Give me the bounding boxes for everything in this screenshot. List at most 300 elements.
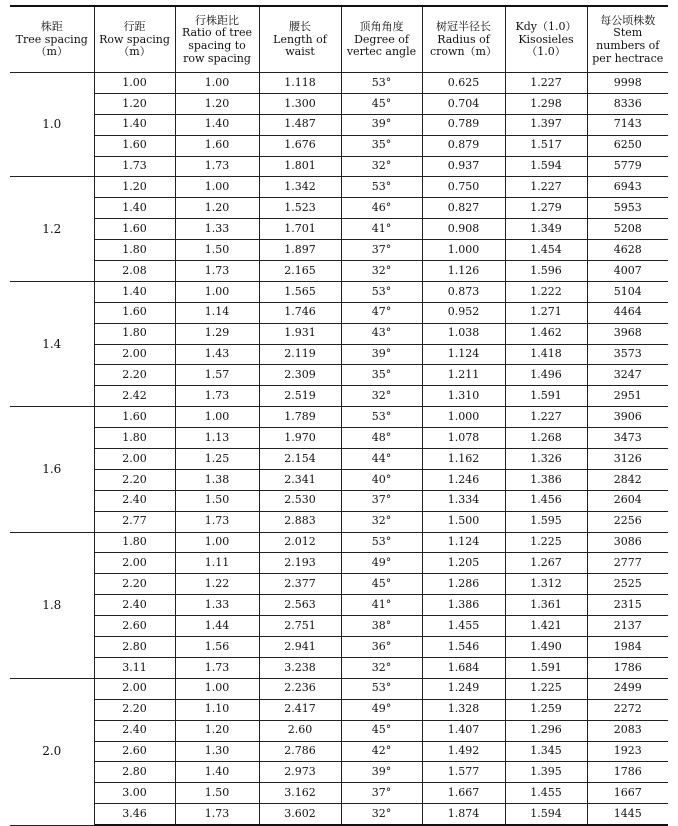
crown-radius-cell: 1.078 [422, 428, 505, 449]
ratio-cell: 1.13 [175, 428, 259, 449]
header-line: Ratio of tree [181, 26, 253, 40]
ratio-cell: 1.73 [175, 804, 259, 825]
row-spacing-cell: 1.20 [94, 177, 175, 198]
kdy-cell: 1.386 [505, 469, 587, 490]
waist-length-cell: 1.897 [259, 240, 341, 261]
ratio-cell: 1.73 [175, 511, 259, 532]
stem-numbers-cell: 4464 [587, 302, 668, 323]
row-spacing-cell: 2.20 [94, 365, 175, 386]
table-row [10, 657, 668, 678]
waist-length-cell: 2.973 [259, 762, 341, 783]
ratio-cell: 1.57 [175, 365, 259, 386]
table-row [10, 637, 668, 658]
crown-radius-cell: 0.879 [422, 135, 505, 156]
crown-radius-cell: 0.908 [422, 219, 505, 240]
vertex-angle-cell: 48° [341, 428, 422, 449]
row-spacing-cell: 3.11 [94, 657, 175, 678]
stem-numbers-cell: 2256 [587, 511, 668, 532]
ratio-cell: 1.30 [175, 741, 259, 762]
vertex-angle-cell: 42° [341, 741, 422, 762]
waist-length-cell: 2.193 [259, 553, 341, 574]
vertex-angle-cell: 47° [341, 302, 422, 323]
vertex-angle-cell: 53° [341, 532, 422, 553]
kdy-cell: 1.594 [505, 156, 587, 177]
ratio-cell: 1.73 [175, 156, 259, 177]
row-spacing-cell: 1.60 [94, 219, 175, 240]
stem-numbers-cell: 1786 [587, 762, 668, 783]
waist-length-header [259, 6, 341, 73]
ratio-cell: 1.33 [175, 219, 259, 240]
row-spacing-cell: 2.80 [94, 762, 175, 783]
crown-radius-cell: 1.492 [422, 741, 505, 762]
header-line: numbers of [596, 39, 660, 52]
table-row [10, 490, 668, 511]
kdy-cell: 1.298 [505, 93, 587, 114]
crown-radius-header [422, 6, 505, 73]
stem-numbers-cell: 3968 [587, 323, 668, 344]
vertex-angle-cell: 36° [341, 637, 422, 658]
table-row [10, 553, 668, 574]
ratio-cell: 1.29 [175, 323, 259, 344]
kdy-cell: 1.296 [505, 720, 587, 741]
crown-radius-cell: 1.246 [422, 469, 505, 490]
row-spacing-cell: 2.20 [94, 574, 175, 595]
crown-radius-cell: 1.334 [422, 490, 505, 511]
vertex-angle-cell: 46° [341, 198, 422, 219]
row-spacing-cell: 1.80 [94, 323, 175, 344]
tree-spacing-cell: 1.8 [10, 532, 94, 678]
table-row [10, 804, 668, 825]
waist-length-cell: 2.417 [259, 699, 341, 720]
vertex-angle-cell: 32° [341, 657, 422, 678]
tree-spacing-cell: 1.0 [10, 73, 94, 177]
crown-radius-cell: 1.328 [422, 699, 505, 720]
crown-radius-cell: 1.667 [422, 783, 505, 804]
vertex-angle-cell: 32° [341, 261, 422, 282]
kdy-cell: 1.591 [505, 386, 587, 407]
header-line: （m） [118, 45, 151, 59]
crown-radius-cell: 1.407 [422, 720, 505, 741]
header-line: spacing to [188, 39, 246, 52]
stem-numbers-cell: 5953 [587, 198, 668, 219]
crown-radius-cell: 0.873 [422, 281, 505, 302]
vertex-angle-cell: 32° [341, 511, 422, 532]
vertex-angle-cell: 32° [341, 804, 422, 825]
stem-numbers-cell: 1445 [587, 804, 668, 825]
stem-numbers-cell: 2499 [587, 678, 668, 699]
row-spacing-cell: 2.60 [94, 741, 175, 762]
row-spacing-cell: 1.80 [94, 532, 175, 553]
header-line: vertec angle [346, 45, 417, 59]
table-row [10, 762, 668, 783]
stem-numbers-cell: 2272 [587, 699, 668, 720]
crown-radius-cell: 1.577 [422, 762, 505, 783]
kdy-cell: 1.225 [505, 678, 587, 699]
crown-radius-cell: 0.750 [422, 177, 505, 198]
crown-radius-cell: 0.789 [422, 114, 505, 135]
crown-radius-cell: 1.000 [422, 240, 505, 261]
vertex-angle-cell: 49° [341, 553, 422, 574]
kdy-cell: 1.594 [505, 804, 587, 825]
row-spacing-cell: 2.77 [94, 511, 175, 532]
stem-numbers-cell: 4628 [587, 240, 668, 261]
ratio-cell: 1.00 [175, 281, 259, 302]
kdy-cell: 1.312 [505, 574, 587, 595]
header-line: 每公顷株数 [600, 13, 656, 27]
table-row [10, 177, 668, 198]
crown-radius-cell: 0.625 [422, 73, 505, 94]
vertex-angle-cell: 53° [341, 678, 422, 699]
waist-length-cell: 1.746 [259, 302, 341, 323]
ratio-cell: 1.20 [175, 720, 259, 741]
header-line: crown（m） [430, 45, 497, 59]
row-spacing-cell: 2.42 [94, 386, 175, 407]
waist-length-cell: 1.970 [259, 428, 341, 449]
kdy-cell: 1.345 [505, 741, 587, 762]
waist-length-cell: 1.565 [259, 281, 341, 302]
row-spacing-cell: 1.80 [94, 428, 175, 449]
kdy-cell: 1.326 [505, 449, 587, 470]
row-spacing-cell: 1.73 [94, 156, 175, 177]
kdy-cell: 1.222 [505, 281, 587, 302]
ratio-cell: 1.33 [175, 595, 259, 616]
kdy-cell: 1.418 [505, 344, 587, 365]
vertex-angle-cell: 37° [341, 490, 422, 511]
vertex-angle-cell: 41° [341, 595, 422, 616]
vertex-angle-cell: 38° [341, 616, 422, 637]
header-line: 顶角角度 [359, 20, 404, 34]
vertex-angle-cell: 43° [341, 323, 422, 344]
vertex-angle-header [341, 6, 422, 73]
header-line: waist [285, 45, 315, 59]
crown-radius-cell: 1.038 [422, 323, 505, 344]
row-spacing-cell: 3.00 [94, 783, 175, 804]
row-spacing-cell: 2.20 [94, 699, 175, 720]
header-line: 株距 [40, 20, 63, 34]
table-row [10, 720, 668, 741]
stem-numbers-cell: 7143 [587, 114, 668, 135]
table-row [10, 156, 668, 177]
kdy-cell: 1.456 [505, 490, 587, 511]
header-line: Radius of [437, 32, 490, 46]
stem-numbers-cell: 2525 [587, 574, 668, 595]
stem-numbers-cell: 5208 [587, 219, 668, 240]
kdy-cell: 1.271 [505, 302, 587, 323]
header-line: Length of [273, 32, 327, 46]
vertex-angle-cell: 40° [341, 469, 422, 490]
kdy-cell: 1.395 [505, 762, 587, 783]
crown-radius-cell: 0.937 [422, 156, 505, 177]
vertex-angle-cell: 45° [341, 720, 422, 741]
vertex-angle-cell: 37° [341, 783, 422, 804]
waist-length-cell: 2.154 [259, 449, 341, 470]
table-row [10, 135, 668, 156]
vertex-angle-cell: 32° [341, 386, 422, 407]
ratio-cell: 1.20 [175, 93, 259, 114]
stem-numbers-cell: 3573 [587, 344, 668, 365]
stem-numbers-cell: 5779 [587, 156, 668, 177]
row-spacing-cell: 2.40 [94, 720, 175, 741]
vertex-angle-cell: 49° [341, 699, 422, 720]
stem-numbers-cell: 1923 [587, 741, 668, 762]
ratio-cell: 1.56 [175, 637, 259, 658]
kdy-cell: 1.361 [505, 595, 587, 616]
stem-numbers-cell: 2951 [587, 386, 668, 407]
table-row [10, 428, 668, 449]
waist-length-cell: 2.786 [259, 741, 341, 762]
crown-radius-cell: 1.386 [422, 595, 505, 616]
header-line: 树冠半径长 [436, 20, 491, 34]
kdy-cell: 1.397 [505, 114, 587, 135]
stem-numbers-cell: 3126 [587, 449, 668, 470]
waist-length-cell: 2.519 [259, 386, 341, 407]
waist-length-cell: 2.165 [259, 261, 341, 282]
ratio-header [175, 6, 259, 73]
table-row [10, 449, 668, 470]
crown-radius-cell: 1.500 [422, 511, 505, 532]
waist-length-cell: 1.523 [259, 198, 341, 219]
stem-numbers-cell: 1667 [587, 783, 668, 804]
crown-radius-cell: 1.546 [422, 637, 505, 658]
row-spacing-cell: 1.00 [94, 73, 175, 94]
kdy-cell: 1.421 [505, 616, 587, 637]
header-line: Row spacing [99, 32, 170, 46]
header-line: 行距 [123, 20, 146, 34]
table-row [10, 344, 668, 365]
ratio-cell: 1.73 [175, 261, 259, 282]
ratio-cell: 1.73 [175, 657, 259, 678]
kdy-cell: 1.454 [505, 240, 587, 261]
stem-numbers-cell: 2604 [587, 490, 668, 511]
waist-length-cell: 3.602 [259, 804, 341, 825]
kdy-cell: 1.596 [505, 261, 587, 282]
table-row [10, 783, 668, 804]
waist-length-cell: 2.883 [259, 511, 341, 532]
kdy-cell: 1.349 [505, 219, 587, 240]
table-body [10, 73, 668, 826]
crown-radius-cell: 1.286 [422, 574, 505, 595]
crown-radius-cell: 1.124 [422, 344, 505, 365]
row-spacing-cell: 1.80 [94, 240, 175, 261]
stem-numbers-header [587, 6, 668, 73]
kdy-cell: 1.591 [505, 657, 587, 678]
kdy-cell: 1.225 [505, 532, 587, 553]
kdy-header [505, 6, 587, 73]
header-line: 行株距比 [195, 13, 239, 27]
ratio-cell: 1.60 [175, 135, 259, 156]
stem-numbers-cell: 3247 [587, 365, 668, 386]
row-spacing-cell: 1.40 [94, 198, 175, 219]
stem-numbers-cell: 2315 [587, 595, 668, 616]
ratio-cell: 1.40 [175, 114, 259, 135]
vertex-angle-cell: 39° [341, 344, 422, 365]
kdy-cell: 1.517 [505, 135, 587, 156]
table-row [10, 678, 668, 699]
ratio-cell: 1.22 [175, 574, 259, 595]
ratio-cell: 1.50 [175, 240, 259, 261]
waist-length-cell: 2.012 [259, 532, 341, 553]
vertex-angle-cell: 53° [341, 73, 422, 94]
table-row [10, 407, 668, 428]
waist-length-cell: 2.341 [259, 469, 341, 490]
row-spacing-cell: 2.80 [94, 637, 175, 658]
kdy-cell: 1.268 [505, 428, 587, 449]
kdy-cell: 1.455 [505, 783, 587, 804]
row-spacing-cell: 2.08 [94, 261, 175, 282]
row-spacing-cell: 1.60 [94, 135, 175, 156]
vertex-angle-cell: 44° [341, 449, 422, 470]
waist-length-cell: 1.789 [259, 407, 341, 428]
ratio-cell: 1.00 [175, 678, 259, 699]
table-row [10, 114, 668, 135]
crown-radius-cell: 1.874 [422, 804, 505, 825]
vertex-angle-cell: 45° [341, 93, 422, 114]
table-row [10, 532, 668, 553]
stem-numbers-cell: 5104 [587, 281, 668, 302]
table-row [10, 469, 668, 490]
waist-length-cell: 2.119 [259, 344, 341, 365]
table-row [10, 699, 668, 720]
ratio-cell: 1.11 [175, 553, 259, 574]
header-line: （1.0） [526, 45, 566, 59]
waist-length-cell: 1.487 [259, 114, 341, 135]
row-spacing-cell: 2.40 [94, 490, 175, 511]
ratio-cell: 1.43 [175, 344, 259, 365]
table-row [10, 595, 668, 616]
table-row [10, 741, 668, 762]
ratio-cell: 1.73 [175, 386, 259, 407]
waist-length-cell: 2.60 [259, 720, 341, 741]
kdy-cell: 1.227 [505, 407, 587, 428]
header-line: 腰长 [289, 20, 311, 34]
row-spacing-cell: 2.20 [94, 469, 175, 490]
kdy-cell: 1.267 [505, 553, 587, 574]
ratio-cell: 1.20 [175, 198, 259, 219]
waist-length-cell: 2.377 [259, 574, 341, 595]
stem-numbers-cell: 9998 [587, 73, 668, 94]
stem-numbers-cell: 2137 [587, 616, 668, 637]
ratio-cell: 1.14 [175, 302, 259, 323]
header-line: Tree spacing [15, 32, 88, 46]
header-line: Degree of [354, 32, 409, 46]
table-header-row [10, 6, 668, 73]
crown-radius-cell: 0.704 [422, 93, 505, 114]
crown-radius-cell: 0.827 [422, 198, 505, 219]
stem-numbers-cell: 6250 [587, 135, 668, 156]
table-row [10, 261, 668, 282]
crown-radius-cell: 1.249 [422, 678, 505, 699]
table-row [10, 574, 668, 595]
row-spacing-cell: 2.00 [94, 678, 175, 699]
table-row [10, 198, 668, 219]
spacing-table [10, 5, 668, 826]
header-line: per hectrace [592, 51, 664, 65]
tree-spacing-cell: 1.6 [10, 407, 94, 532]
stem-numbers-cell: 2777 [587, 553, 668, 574]
ratio-cell: 1.38 [175, 469, 259, 490]
row-spacing-cell: 2.60 [94, 616, 175, 637]
header-line: （m） [35, 45, 68, 59]
ratio-cell: 1.44 [175, 616, 259, 637]
header-line: row spacing [183, 51, 251, 65]
waist-length-cell: 2.941 [259, 637, 341, 658]
crown-radius-cell: 1.000 [422, 407, 505, 428]
kdy-cell: 1.279 [505, 198, 587, 219]
ratio-cell: 1.00 [175, 73, 259, 94]
crown-radius-cell: 1.124 [422, 532, 505, 553]
tree-spacing-cell: 2.0 [10, 678, 94, 825]
kdy-cell: 1.595 [505, 511, 587, 532]
waist-length-cell: 2.236 [259, 678, 341, 699]
stem-numbers-cell: 4007 [587, 261, 668, 282]
kdy-cell: 1.490 [505, 637, 587, 658]
vertex-angle-cell: 37° [341, 240, 422, 261]
vertex-angle-cell: 53° [341, 407, 422, 428]
waist-length-cell: 2.530 [259, 490, 341, 511]
kdy-cell: 1.496 [505, 365, 587, 386]
stem-numbers-cell: 6943 [587, 177, 668, 198]
table-row [10, 73, 668, 94]
row-spacing-cell: 2.00 [94, 449, 175, 470]
row-spacing-cell: 2.00 [94, 344, 175, 365]
vertex-angle-cell: 35° [341, 365, 422, 386]
table-row [10, 302, 668, 323]
waist-length-cell: 1.931 [259, 323, 341, 344]
vertex-angle-cell: 39° [341, 114, 422, 135]
vertex-angle-cell: 53° [341, 177, 422, 198]
vertex-angle-cell: 39° [341, 762, 422, 783]
waist-length-cell: 1.676 [259, 135, 341, 156]
crown-radius-cell: 1.162 [422, 449, 505, 470]
waist-length-cell: 3.162 [259, 783, 341, 804]
waist-length-cell: 3.238 [259, 657, 341, 678]
kdy-cell: 1.259 [505, 699, 587, 720]
header-line: Kisosieles [518, 32, 574, 46]
crown-radius-cell: 1.684 [422, 657, 505, 678]
stem-numbers-cell: 1984 [587, 637, 668, 658]
waist-length-cell: 1.801 [259, 156, 341, 177]
table-row [10, 240, 668, 261]
crown-radius-cell: 1.211 [422, 365, 505, 386]
ratio-cell: 1.00 [175, 532, 259, 553]
vertex-angle-cell: 32° [341, 156, 422, 177]
row-spacing-cell: 1.20 [94, 93, 175, 114]
crown-radius-cell: 1.126 [422, 261, 505, 282]
ratio-cell: 1.10 [175, 699, 259, 720]
vertex-angle-cell: 35° [341, 135, 422, 156]
ratio-cell: 1.25 [175, 449, 259, 470]
waist-length-cell: 2.309 [259, 365, 341, 386]
row-spacing-cell: 3.46 [94, 804, 175, 825]
kdy-cell: 1.227 [505, 73, 587, 94]
ratio-cell: 1.50 [175, 783, 259, 804]
crown-radius-cell: 1.455 [422, 616, 505, 637]
header-line: Stem [613, 26, 643, 40]
row-spacing-cell: 1.60 [94, 302, 175, 323]
waist-length-cell: 1.342 [259, 177, 341, 198]
stem-numbers-cell: 3906 [587, 407, 668, 428]
stem-numbers-cell: 8336 [587, 93, 668, 114]
kdy-cell: 1.227 [505, 177, 587, 198]
row-spacing-cell: 2.00 [94, 553, 175, 574]
vertex-angle-cell: 53° [341, 281, 422, 302]
table-row [10, 386, 668, 407]
table-row [10, 365, 668, 386]
kdy-cell: 1.462 [505, 323, 587, 344]
vertex-angle-cell: 41° [341, 219, 422, 240]
stem-numbers-cell: 3473 [587, 428, 668, 449]
tree-spacing-cell: 1.2 [10, 177, 94, 281]
